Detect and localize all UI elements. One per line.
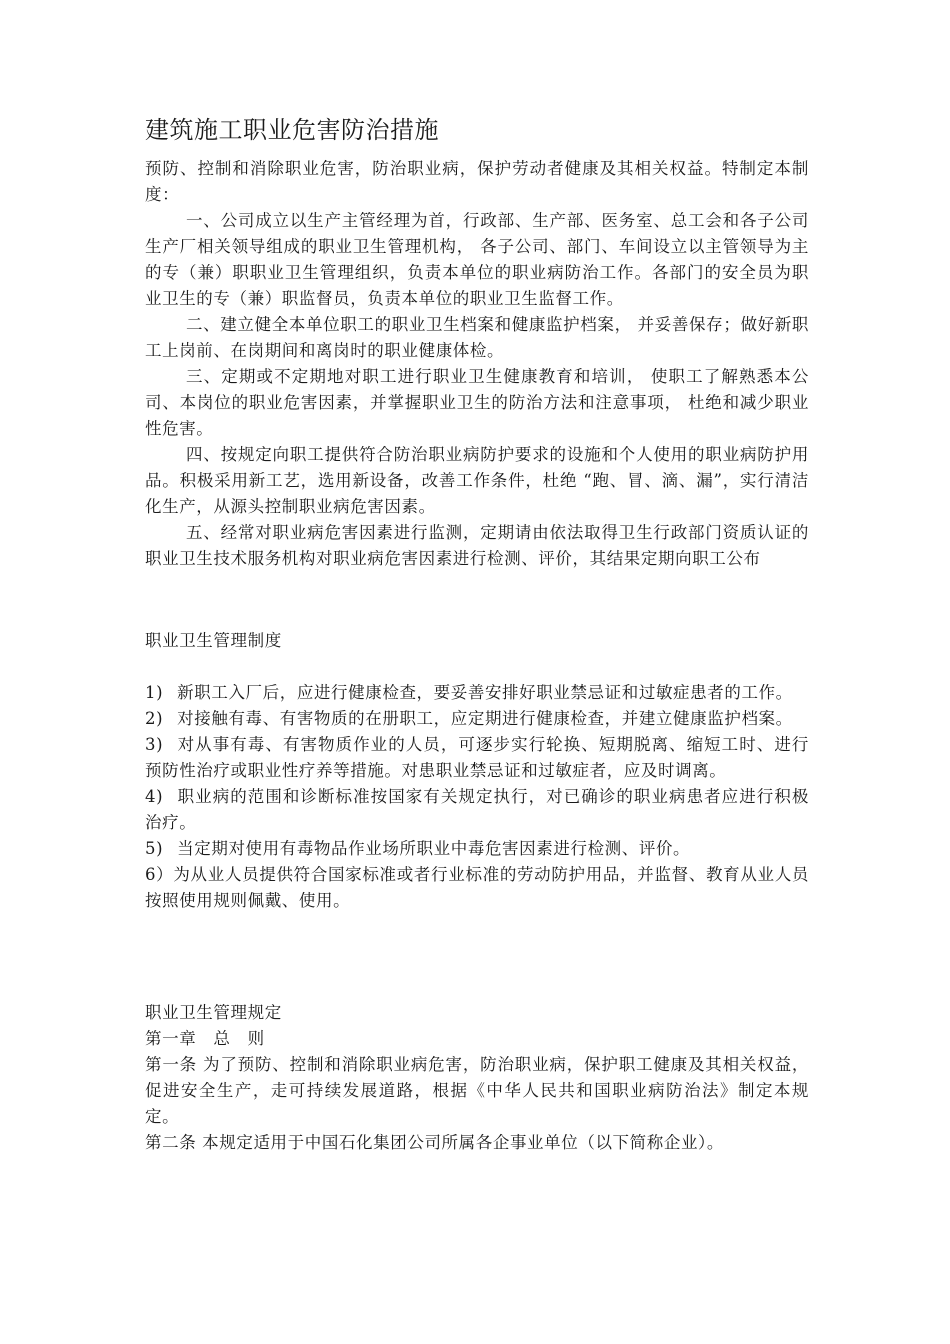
spacer [145,572,809,628]
rule-number: 3) [145,735,164,754]
section-heading: 职业卫生管理制度 [145,631,282,650]
spacer [145,654,809,680]
article-paragraph: 第一条 为了预防、控制和消除职业病危害，防治职业病，保护职工健康及其相关权益，促进安全生产，走可持续发展道路，根据《中华人民共和国职业病防治法》制定本规定。 [145,1055,809,1126]
measure-paragraph: 一、公司成立以生产主管经理为首，行政部、生产部、医务室、总工会和各子公司生产厂相关领导组成的职业卫生管理机构， 各子公司、部门、车间设立以主管领导为主的专（兼）职职业卫生管理组织，负责本单位的职业病防治工作。各部门的安全员为职业卫生的专（兼）职监督员，负责本单位的职业卫生监督工作。 [145,211,809,308]
measure-paragraph: 四、按规定向职工提供符合防治职业病防护要求的设施和个人使用的职业病防护用品。积极采用新工艺，选用新设备，改善工作条件，杜绝 “跑、冒、滴、漏”，实行清洁化生产，从源头控制职业病危害因素。 [145,445,809,516]
rule-text: 职业病的范围和诊断标准按国家有关规定执行，对已确诊的职业病患者应进行积极治疗。 [145,787,809,832]
rule-text: 为从业人员提供符合国家标准或者行业标准的劳动防护用品，并监督、教育从业人员按照使用规则佩戴、使用。 [145,865,810,910]
rule-number: 6） [145,865,174,884]
measure-paragraph: 二、建立健全本单位职工的职业卫生档案和健康监护档案， 并妥善保存；做好新职工上岗前、在岗期间和离岗时的职业健康体检。 [145,315,809,360]
measure-paragraph: 五、经常对职业病危害因素进行监测，定期请由依法取得卫生行政部门资质认证的职业卫生技术服务机构对职业病危害因素进行检测、评价，其结果定期向职工公布 [145,523,809,568]
spacer [145,914,809,1000]
rule-item [145,862,809,914]
rule-number: 5) [145,839,164,858]
rule-number: 2) [145,709,164,728]
rule-item [145,706,809,732]
rule-number: 4) [145,787,164,806]
rule-item [145,680,809,706]
rule-number: 1) [145,683,164,702]
rule-item [145,732,809,784]
rule-text: 新职工入厂后，应进行健康检查，要妥善安排好职业禁忌证和过敏症患者的工作。 [177,683,793,702]
document-page [145,112,809,1156]
article-paragraph: 第二条 本规定适用于中国石化集团公司所属各企事业单位（以下简称企业）。 [145,1133,724,1152]
measure-paragraph: 三、定期或不定期地对职工进行职业卫生健康教育和培训， 使职工了解熟悉本公司、本岗位的职业危害因素，并掌握职业卫生的防治方法和注意事项， 杜绝和减少职业性危害。 [145,367,809,438]
intro-paragraph: 预防、控制和消除职业危害，防治职业病，保护劳动者健康及其相关权益。特制定本制度： [145,159,809,204]
rule-item [145,836,809,862]
document-title: 建筑施工职业危害防治措施 [145,116,439,144]
rule-item [145,784,809,836]
rule-text: 对接触有毒、有害物质的在册职工，应定期进行健康检查，并建立健康监护档案。 [177,709,793,728]
rule-text: 当定期对使用有毒物品作业场所职业中毒危害因素进行检测、评价。 [177,839,691,858]
chapter-heading: 第一章 总 则 [145,1029,265,1048]
section-heading: 职业卫生管理规定 [145,1003,282,1022]
rule-text: 对从事有毒、有害物质作业的人员，可逐步实行轮换、短期脱离、缩短工时、进行预防性治疗或职业性疗养等措施。对患职业禁忌证和过敏症者，应及时调离。 [145,735,809,780]
